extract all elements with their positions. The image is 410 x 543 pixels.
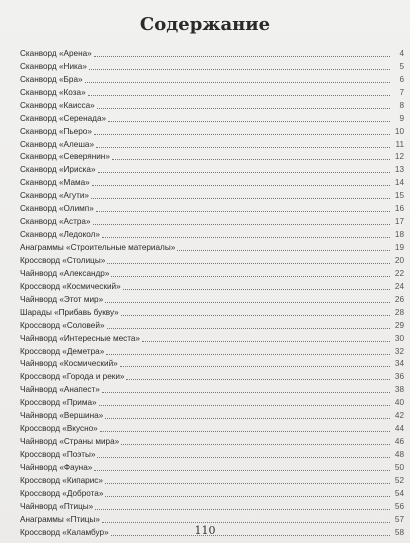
dot-leader <box>102 236 390 238</box>
toc-entry-page: 16 <box>394 204 404 214</box>
toc-entry-page: 29 <box>394 320 404 330</box>
toc-entry <box>20 266 404 279</box>
toc-entry-page: 17 <box>394 217 404 227</box>
toc-entry-page: 4 <box>399 48 404 58</box>
toc-entry-page: 18 <box>394 230 404 240</box>
toc-entry <box>20 331 404 344</box>
dot-leader <box>98 171 390 173</box>
toc-entry-title: Чайнворд «Фауна» <box>20 462 93 472</box>
toc-entry-title: Сканворд «Бра» <box>20 74 83 84</box>
dot-leader <box>96 146 390 148</box>
dot-leader <box>100 430 390 432</box>
toc-entry <box>20 395 404 408</box>
dot-leader <box>89 68 390 70</box>
dot-leader <box>94 55 390 57</box>
toc-entry-page: 11 <box>395 139 404 149</box>
toc-entry <box>20 473 404 486</box>
toc-entry-page: 34 <box>394 359 404 369</box>
toc-entry-title: Сканворд «Ириска» <box>20 165 96 175</box>
dot-leader <box>123 288 390 290</box>
toc-entry-title: Сканворд «Серенада» <box>20 113 107 123</box>
toc-entry <box>20 111 404 124</box>
toc-entry-page: 54 <box>394 488 404 498</box>
toc-entry-page: 13 <box>394 165 404 175</box>
toc-entry <box>20 137 404 150</box>
toc-entry <box>20 512 404 525</box>
dot-leader <box>102 391 390 393</box>
dot-leader <box>91 197 390 199</box>
toc-entry-page: 30 <box>394 333 404 343</box>
toc-entry-title: Кроссворд «Вкусно» <box>20 424 98 434</box>
toc-entry <box>20 408 404 421</box>
dot-leader <box>111 275 390 277</box>
dot-leader <box>97 107 390 109</box>
dot-leader <box>97 456 390 458</box>
dot-leader <box>95 508 390 510</box>
toc-entry <box>20 305 404 318</box>
toc-entry-title: Чайнворд «Вершина» <box>20 411 104 421</box>
toc-entry-page: 36 <box>394 372 404 382</box>
toc-entry <box>20 292 404 305</box>
toc-entry <box>20 124 404 137</box>
toc-entry <box>20 46 404 59</box>
dot-leader <box>107 327 391 329</box>
toc-entry-page: 32 <box>394 346 404 356</box>
toc-entry-title: Чайнворд «Страны мира» <box>20 437 120 447</box>
dot-leader <box>121 314 390 316</box>
toc-entry-title: Сканворд «Северянин» <box>20 152 110 162</box>
toc-entry <box>20 253 404 266</box>
toc-entry-title: Сканворд «Алеша» <box>20 139 94 149</box>
toc-entry-title: Сканворд «Олимп» <box>20 204 94 214</box>
toc-entry <box>20 85 404 98</box>
toc-entry-page: 8 <box>399 100 404 110</box>
dot-leader <box>94 469 390 471</box>
toc-entry <box>20 72 404 85</box>
toc-entry-title: Сканворд «Агути» <box>20 191 89 201</box>
toc-entry <box>20 486 404 499</box>
toc-entry <box>20 460 404 473</box>
toc-entry-page: 57 <box>394 514 404 524</box>
toc-entry-page: 48 <box>394 450 404 459</box>
toc-entry-page: 15 <box>394 191 404 201</box>
dot-leader <box>105 495 390 497</box>
dot-leader <box>93 223 391 225</box>
toc-entry-title: Сканворд «Мама» <box>20 178 90 188</box>
dot-leader <box>92 184 390 186</box>
toc-entry <box>20 227 404 240</box>
toc-entry-title: Кроссворд «Доброта» <box>20 488 104 498</box>
dot-leader <box>120 365 390 367</box>
dot-leader <box>107 262 390 264</box>
toc-entry-page: 44 <box>394 424 404 434</box>
toc-entry-page: 9 <box>399 113 404 123</box>
toc-entry-page: 46 <box>394 437 404 447</box>
toc-entry-page: 22 <box>394 268 404 278</box>
toc-entry-title: Сканворд «Коза» <box>20 87 86 97</box>
toc-entry-title: Кроссворд «Поэты» <box>20 450 96 459</box>
toc-entry-title: Сканворд «Ледокол» <box>20 230 100 240</box>
toc-entry <box>20 240 404 253</box>
toc-entry-title: Анаграммы «Строительные материалы» <box>20 243 176 252</box>
dot-leader <box>142 340 390 342</box>
toc-entry <box>20 499 404 512</box>
toc-entry-title: Кроссворд «Города и реки» <box>20 372 125 382</box>
toc-entry <box>20 162 404 175</box>
toc-entry-page: 58 <box>394 527 404 537</box>
toc-entry-page: 52 <box>394 475 404 485</box>
toc-entry-title: Сканворд «Каисса» <box>20 100 95 110</box>
dot-leader <box>126 378 390 380</box>
toc-entry-title: Кроссворд «Каламбур» <box>20 527 109 537</box>
dot-leader <box>105 417 390 419</box>
dot-leader <box>94 133 390 135</box>
toc-entry-title: Сканворд «Пьеро» <box>20 126 92 136</box>
toc-entry-title: Кроссворд «Столицы» <box>20 255 106 265</box>
toc-entry-page: 5 <box>399 61 404 71</box>
toc-entry-title: Шарады «Прибавь букву» <box>20 307 119 317</box>
page-title: Содержание <box>139 14 271 35</box>
dot-leader <box>177 249 390 251</box>
dot-leader <box>106 353 390 355</box>
toc-entry-title: Сканворд «Астра» <box>20 217 91 227</box>
toc-entry-title: Кроссворд «Кипарис» <box>20 475 103 485</box>
toc-entry <box>20 344 404 357</box>
dot-leader <box>112 158 390 160</box>
dot-leader <box>102 521 390 523</box>
toc-entry-title: Чайнворд «Космический» <box>20 359 118 369</box>
dot-leader <box>108 120 390 122</box>
toc-entry-title: Чайнворд «Птицы» <box>20 501 94 511</box>
toc-entry-title: Чайнворд «Александр» <box>20 268 110 278</box>
toc-entry <box>20 434 404 447</box>
toc-entry-page: 40 <box>394 398 404 408</box>
toc-entry <box>20 447 404 460</box>
toc-entry <box>20 421 404 434</box>
toc-entry-page: 38 <box>394 385 404 395</box>
toc-entry-page: 42 <box>394 411 404 421</box>
toc-entry-page: 24 <box>394 281 404 291</box>
toc-entry-page: 26 <box>394 294 404 304</box>
toc-entry-page: 19 <box>394 243 404 252</box>
toc-entry-page: 6 <box>399 74 404 84</box>
toc-entry-page: 28 <box>394 307 404 317</box>
toc-entry-title: Сканворд «Ника» <box>20 61 87 71</box>
toc-entry-page: 50 <box>394 462 404 472</box>
toc-entry-title: Кроссворд «Космический» <box>20 281 121 291</box>
toc-entry-title: Сканворд «Арена» <box>20 48 92 58</box>
toc-entry <box>20 98 404 111</box>
toc-entry <box>20 214 404 227</box>
toc-entry <box>20 279 404 292</box>
dot-leader <box>105 301 390 303</box>
toc-entry <box>20 369 404 382</box>
toc-entry-title: Чайнворд «Анапест» <box>20 385 100 395</box>
dot-leader <box>96 210 390 212</box>
toc-entry-page: 14 <box>394 178 404 188</box>
dot-leader <box>99 404 390 406</box>
toc-entry-page: 12 <box>394 152 404 162</box>
toc-entry <box>20 188 404 201</box>
page-number: 110 <box>194 524 216 537</box>
dot-leader <box>85 81 390 83</box>
toc-entry-page: 10 <box>394 126 404 136</box>
toc-entry-page: 7 <box>399 87 404 97</box>
toc-entry-title: Кроссворд «Деметра» <box>20 346 105 356</box>
toc-entry <box>20 201 404 214</box>
table-of-contents <box>20 46 404 538</box>
toc-entry-page: 20 <box>394 255 404 265</box>
toc-entry <box>20 318 404 331</box>
toc-entry <box>20 59 404 72</box>
toc-entry-title: Кроссворд «Прима» <box>20 398 97 408</box>
toc-entry-title: Анаграммы «Птицы» <box>20 514 100 524</box>
toc-entry-title: Кроссворд «Соловей» <box>20 320 105 330</box>
toc-entry <box>20 150 404 163</box>
dot-leader <box>121 443 390 445</box>
toc-entry <box>20 382 404 395</box>
toc-entry-page: 56 <box>394 501 404 511</box>
dot-leader <box>105 482 390 484</box>
toc-entry <box>20 357 404 370</box>
toc-entry-title: Чайнворд «Этот мир» <box>20 294 104 304</box>
dot-leader <box>88 94 390 96</box>
toc-entry-title: Чайнворд «Интересные места» <box>20 333 140 343</box>
toc-entry <box>20 175 404 188</box>
